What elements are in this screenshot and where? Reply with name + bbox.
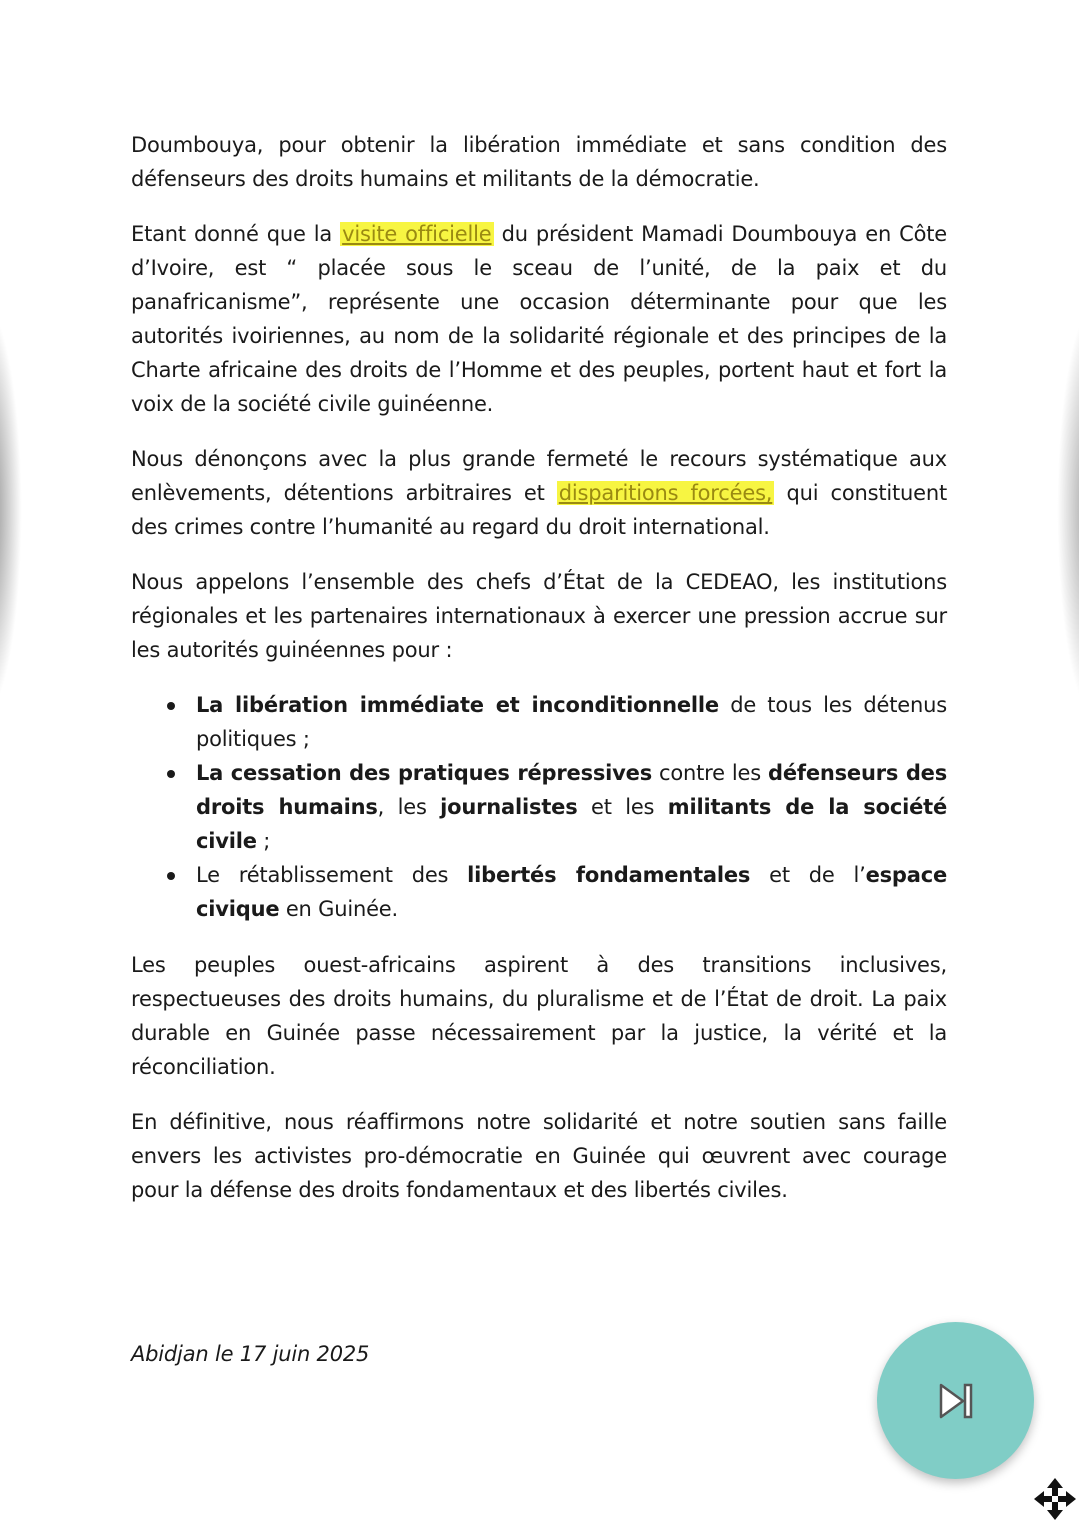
document-page <box>131 128 947 1392</box>
bullet-1-bold: La libération immédiate et inconditionnelle <box>196 693 719 717</box>
bullet-2-bold-4: militants de la société civile <box>196 795 947 853</box>
paragraph-3-text-a: Nous dénonçons avec la plus grande fermeté le recours systématique aux enlèvements, détentions arbitraires et <box>131 447 947 505</box>
bullet-2-bold-2: défenseurs des droits humains <box>196 761 947 819</box>
page-edge-shadow-right <box>1057 300 1079 720</box>
paragraph-5: Les peuples ouest-africains aspirent à des transitions inclusives, respectueuses des droits humains, du pluralisme et de l’État de droit. La paix durable en Guinée passe nécessairement par la justice, la vérité et la réconciliation. <box>131 953 947 1079</box>
paragraph-3 <box>131 442 947 544</box>
paragraph-6: En définitive, nous réaffirmons notre solidarité et notre soutien sans faille envers les activistes pro-démocratie en Guinée qui œuvrent avec courage pour la défense des droits fondamentaux et des libertés civiles. <box>131 1110 947 1202</box>
bullet-3-bold-1: libertés fondamentales <box>467 863 751 887</box>
move-icon <box>1033 1477 1077 1521</box>
paragraph-2-text-b: du président Mamadi Doumbouya en Côte d’Ivoire, est “ placée sous le sceau de l’unité, de la paix et du panafricanisme”, représente une occasion déterminante pour que les autorités ivoiriennes, au nom de la solidarité régionale et des principes de la Charte africaine des droits de l’Homme et des peuples, portent haut et fort la voix de la société civile guinéenne. <box>131 222 947 416</box>
bullet-2-text-3: et les <box>577 795 668 819</box>
bullet-2-bold-3: journalistes <box>440 795 578 819</box>
bullet-1-text: de tous les détenus politiques ; <box>196 693 947 751</box>
bullet-3-bold-2: espace civique <box>196 863 947 921</box>
list-item <box>196 688 947 756</box>
paragraph-2 <box>131 217 947 421</box>
page-edge-shadow-left <box>0 300 22 720</box>
bullet-3-text-3: en Guinée. <box>279 897 398 921</box>
link-disparitions-forcees[interactable]: disparitions forcées, <box>558 481 773 505</box>
list-item <box>196 858 947 926</box>
bullet-3-text-2: et de l’ <box>750 863 866 887</box>
paragraph-1: Doumbouya, pour obtenir la libération immédiate et sans condition des défenseurs des droits humains et militants de la démocratie. <box>131 133 947 191</box>
bullet-2-text-4: ; <box>256 829 271 853</box>
bullet-3-text-1: Le rétablissement des <box>196 863 468 887</box>
bullet-2-text-2: , les <box>377 795 441 819</box>
skip-next-icon <box>936 1381 976 1421</box>
paragraph-2-text-a: Etant donné que la <box>131 222 333 246</box>
bullet-2-text-1: contre les <box>652 761 769 785</box>
list-item <box>196 756 947 858</box>
bullet-2-bold-1: La cessation des pratiques répressives <box>196 761 653 785</box>
link-visite-officielle[interactable]: visite officielle <box>342 222 492 246</box>
demands-list <box>131 688 947 926</box>
paragraph-4: Nous appelons l’ensemble des chefs d’État de la CEDEAO, les institutions régionales et les partenaires internationaux à exercer une pression accrue sur les autorités guinéennes pour : <box>131 570 947 662</box>
skip-next-button[interactable] <box>877 1322 1034 1479</box>
paragraph-3-text-b: qui constituent des crimes contre l’humanité au regard du droit international. <box>131 481 947 539</box>
move-handle[interactable] <box>1033 1477 1077 1521</box>
signature-place-date: Abidjan le 17 juin 2025 <box>131 1342 370 1366</box>
